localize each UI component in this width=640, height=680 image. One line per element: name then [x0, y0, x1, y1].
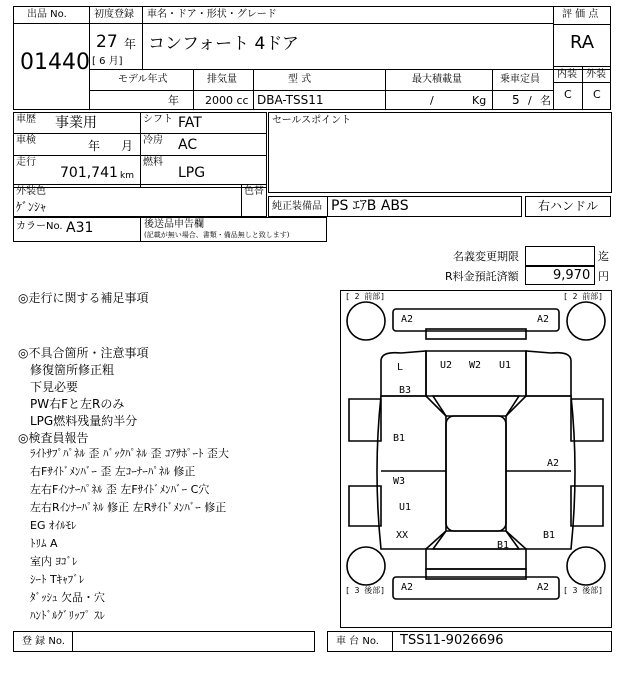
color-change-label: 色替	[244, 186, 264, 197]
reg-month: [ 6 月]	[92, 56, 123, 67]
inspection-label: 車検	[16, 135, 36, 146]
aftermarket-label: 後送品申告欄	[144, 219, 204, 230]
ac-label: 冷房	[143, 135, 163, 146]
exterior-color-box	[13, 184, 267, 217]
model-year-unit: 年	[168, 94, 179, 107]
model-year-label: モデル年式	[118, 74, 168, 85]
chassis-label: 車 台 No.	[336, 636, 379, 647]
divider	[582, 66, 583, 110]
fuel-label: 燃料	[143, 157, 163, 168]
fuel: LPG	[178, 165, 206, 181]
mark-w2: W2	[469, 360, 482, 371]
shift-label: シフト	[143, 114, 173, 125]
lot-label: 出品 No.	[27, 9, 67, 20]
inspector-item: 左右Rｲﾝﾅｰﾊﾟﾈﾙ 修正 左Rｻｲﾄﾞﾒﾝﾊﾞｰ 修正	[30, 501, 227, 514]
defect-item: 修復箇所修正粗	[30, 363, 115, 377]
divider	[142, 6, 143, 69]
capacity-slash: /	[528, 94, 532, 107]
load-slash: /	[430, 94, 434, 107]
divider	[72, 631, 73, 652]
mark-w3: W3	[393, 476, 406, 487]
exterior-color: ｹﾞﾝｼｬ	[16, 200, 47, 214]
name-change-label: 名義変更期限	[453, 250, 519, 263]
mark-a2-right: A2	[547, 458, 560, 469]
divider	[89, 69, 611, 70]
exterior-label: 外装	[586, 69, 606, 80]
divider	[193, 69, 194, 110]
inspection-month: 月	[121, 139, 134, 153]
reg-year-unit: 年	[124, 37, 137, 51]
interior-label: 内装	[557, 69, 577, 80]
reg-year: 27	[96, 32, 118, 52]
capacity-unit: 名	[540, 94, 551, 107]
mark-rear-bumper-left: A2	[401, 582, 414, 593]
rear-left-label: [ 3 後部]	[345, 586, 386, 595]
inspector-item: ﾄﾘﾑ A	[30, 537, 58, 550]
car-name: コンフォート 4ドア	[148, 34, 299, 54]
inspection-year: 年	[88, 139, 101, 153]
ac: AC	[178, 137, 198, 153]
capacity: 5	[512, 93, 520, 107]
car-name-label: 車名・ドア・形状・グレード	[147, 9, 277, 20]
divider	[253, 69, 254, 110]
equipment-label: 純正装備品	[272, 201, 322, 212]
history-label: 車歴	[16, 114, 36, 125]
mark-b1-trunk: B1	[497, 540, 510, 551]
inspector-item: ﾀﾞｯｼｭ 欠品・穴	[30, 591, 105, 604]
exterior-color-label: 外装色	[16, 186, 46, 197]
shift: FAT	[178, 115, 202, 131]
capacity-label: 乗車定員	[500, 74, 540, 85]
divider	[553, 6, 554, 110]
mark-b3: B3	[399, 385, 412, 396]
divider	[140, 112, 141, 188]
divider	[13, 133, 267, 134]
recycle-value: 9,970	[553, 268, 591, 283]
first-reg-label: 初度登録	[94, 9, 134, 20]
inspector-item: 左右Fｲﾝﾅｰﾊﾟﾈﾙ 歪 左Fｻｲﾄﾞﾒﾝﾊﾞｰ C穴	[30, 483, 210, 496]
name-change-field	[525, 246, 595, 266]
mark-u2: U2	[440, 360, 453, 371]
displacement: 2000 cc	[205, 94, 249, 107]
mark-front-bumper-left: A2	[401, 314, 414, 325]
divider	[89, 90, 553, 91]
inspector-item: EG ｵｲﾙﾓﾚ	[30, 519, 77, 532]
mark-u1: U1	[499, 360, 512, 371]
name-change-unit: 迄	[598, 250, 609, 263]
recycle-unit: 円	[598, 270, 609, 283]
mark-b1-left-door: B1	[393, 433, 406, 444]
inspector-item: 室内 ﾖｺﾞﾚ	[30, 555, 78, 568]
chassis-no: TSS11-9026696	[400, 633, 504, 648]
divider	[13, 155, 267, 156]
mark-front-bumper-right: A2	[537, 314, 550, 325]
divider	[492, 69, 493, 110]
exterior-grade: C	[593, 88, 601, 101]
mileage-unit: km	[120, 171, 134, 181]
recycle-label: R料金預託済額	[445, 270, 519, 283]
max-load-label: 最大積載量	[412, 74, 462, 85]
divider	[385, 69, 386, 110]
mark-rear-bumper-right: A2	[537, 582, 550, 593]
divider	[553, 82, 611, 83]
rear-right-label: [ 3 後部]	[563, 586, 604, 595]
sales-point-label: セールスポイント	[272, 115, 352, 126]
car-diagram	[340, 290, 612, 628]
color-no-label: カラーNo.	[16, 221, 63, 232]
load-unit: Kg	[472, 94, 487, 107]
history: 事業用	[55, 115, 97, 131]
type-label: 型 式	[288, 74, 312, 85]
handle: 右ハンドル	[538, 199, 599, 213]
displacement-label: 排気量	[207, 74, 237, 85]
grade-value: RA	[570, 32, 595, 53]
defects-title: ◎不具合箇所・注意事項	[18, 346, 149, 360]
driving-notes-title: ◎走行に関する補足事項	[18, 291, 149, 305]
aftermarket-note: (記載が無い場合、書類・備品無しと致します)	[144, 231, 290, 239]
car-outline	[341, 291, 611, 627]
inspector-item: ﾊﾝﾄﾞﾙｸﾞﾘｯﾌﾟ ｽﾚ	[30, 609, 105, 622]
mark-xx: XX	[396, 530, 409, 541]
divider	[13, 23, 553, 24]
inspector-title: ◎検査員報告	[18, 431, 89, 445]
divider	[553, 24, 611, 25]
divider	[241, 184, 242, 217]
lot-number: 01440	[20, 50, 90, 75]
grade-label: 評 価 点	[562, 9, 599, 20]
defect-item: 下見必要	[30, 380, 79, 394]
defect-item: PW右Fと左Rのみ	[30, 397, 125, 411]
front-right-label: [ 2 前部]	[563, 292, 604, 301]
mileage: 701,741	[60, 165, 118, 181]
mark-hood-l: L	[397, 362, 404, 373]
reg-no-label: 登 録 No.	[22, 636, 65, 647]
inspector-item: 右Fｻｲﾄﾞﾒﾝﾊﾞｰ 歪 左ｺｰﾅｰﾊﾟﾈﾙ 修正	[30, 465, 196, 478]
divider	[327, 196, 328, 217]
mileage-label: 走行	[16, 157, 36, 168]
mark-u1-quarter: U1	[399, 502, 412, 513]
interior-grade: C	[564, 88, 572, 101]
inspector-item: ﾗｲﾄｻﾌﾟﾊﾟﾈﾙ 歪 ﾊﾞｯｸﾊﾟﾈﾙ 歪 ｺｱｻﾎﾟｰﾄ 歪大	[30, 447, 229, 460]
mark-b1-right-quarter: B1	[543, 530, 556, 541]
inspector-item: ｼｰﾄ Tｷｬﾌﾞﾚ	[30, 573, 85, 586]
divider	[140, 217, 141, 242]
defect-item: LPG燃料残量約半分	[30, 414, 138, 428]
front-left-label: [ 2 前部]	[345, 292, 386, 301]
color-no: A31	[66, 220, 94, 236]
equipment: PS ｴｱB ABS	[331, 198, 409, 214]
type: DBA-TSS11	[257, 93, 324, 107]
divider	[392, 631, 393, 652]
